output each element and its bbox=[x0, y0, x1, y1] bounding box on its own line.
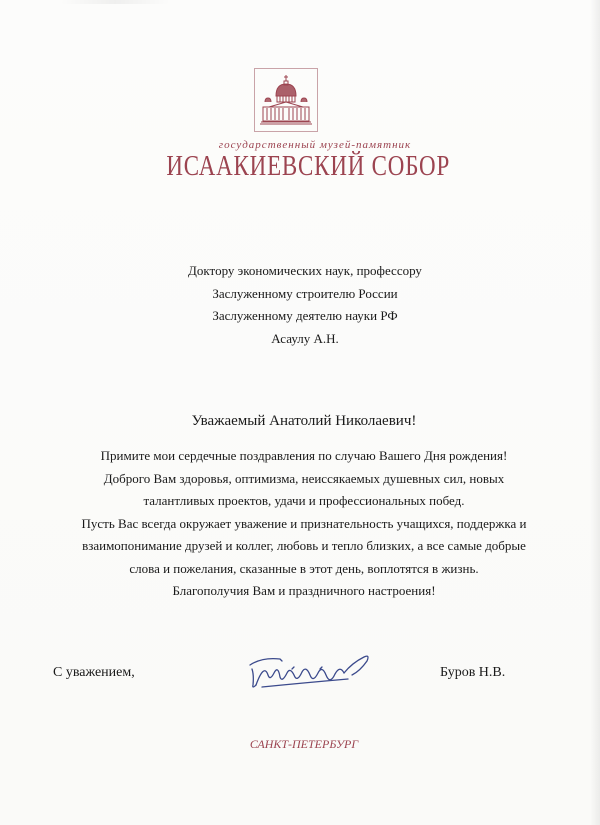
body-line: Доброго Вам здоровья, оптимизма, неиссякаемых душевных сил, новых bbox=[103, 470, 505, 486]
signer-name: Буров Н.В. bbox=[440, 665, 506, 680]
org-title: ИСААКИЕВСКИЙ СОБОР bbox=[166, 151, 451, 182]
addressee-line: Доктору экономических наук, профессору bbox=[188, 263, 422, 278]
scan-mark bbox=[60, 0, 170, 4]
addressee-line: Заслуженному деятелю науки РФ bbox=[212, 308, 398, 323]
body-line: слова и пожелания, сказанные в этот день, воплотятся в жизнь. bbox=[129, 560, 479, 576]
salutation: Уважаемый Анатолий Николаевич! bbox=[191, 413, 417, 429]
addressee-block bbox=[0, 260, 600, 350]
body-line: Пусть Вас всегда окружает уважение и признательность учащихся, поддержка и bbox=[81, 515, 527, 531]
city-footer: САНКТ-ПЕТЕРБУРГ bbox=[249, 737, 359, 751]
body-line: Примите мои сердечные поздравления по случаю Вашего Дня рождения! bbox=[100, 448, 508, 463]
letter-body bbox=[0, 445, 600, 603]
addressee-line: Заслуженному строителю России bbox=[212, 285, 398, 301]
body-line: Благополучия Вам и праздничного настроения! bbox=[172, 583, 436, 598]
cathedral-icon bbox=[255, 69, 317, 131]
body-line: взаимопонимание друзей и коллег, любовь и тепло близких, а все самые добрые bbox=[82, 538, 526, 553]
signature-image bbox=[232, 645, 382, 695]
addressee-line: Асаулу А.Н. bbox=[271, 330, 339, 346]
org-subtitle: государственный музей-памятник bbox=[218, 139, 412, 151]
body-line: талантливых проектов, удачи и профессиональных побед. bbox=[143, 493, 465, 508]
museum-logo bbox=[254, 68, 318, 132]
closing: С уважением, bbox=[53, 665, 135, 680]
